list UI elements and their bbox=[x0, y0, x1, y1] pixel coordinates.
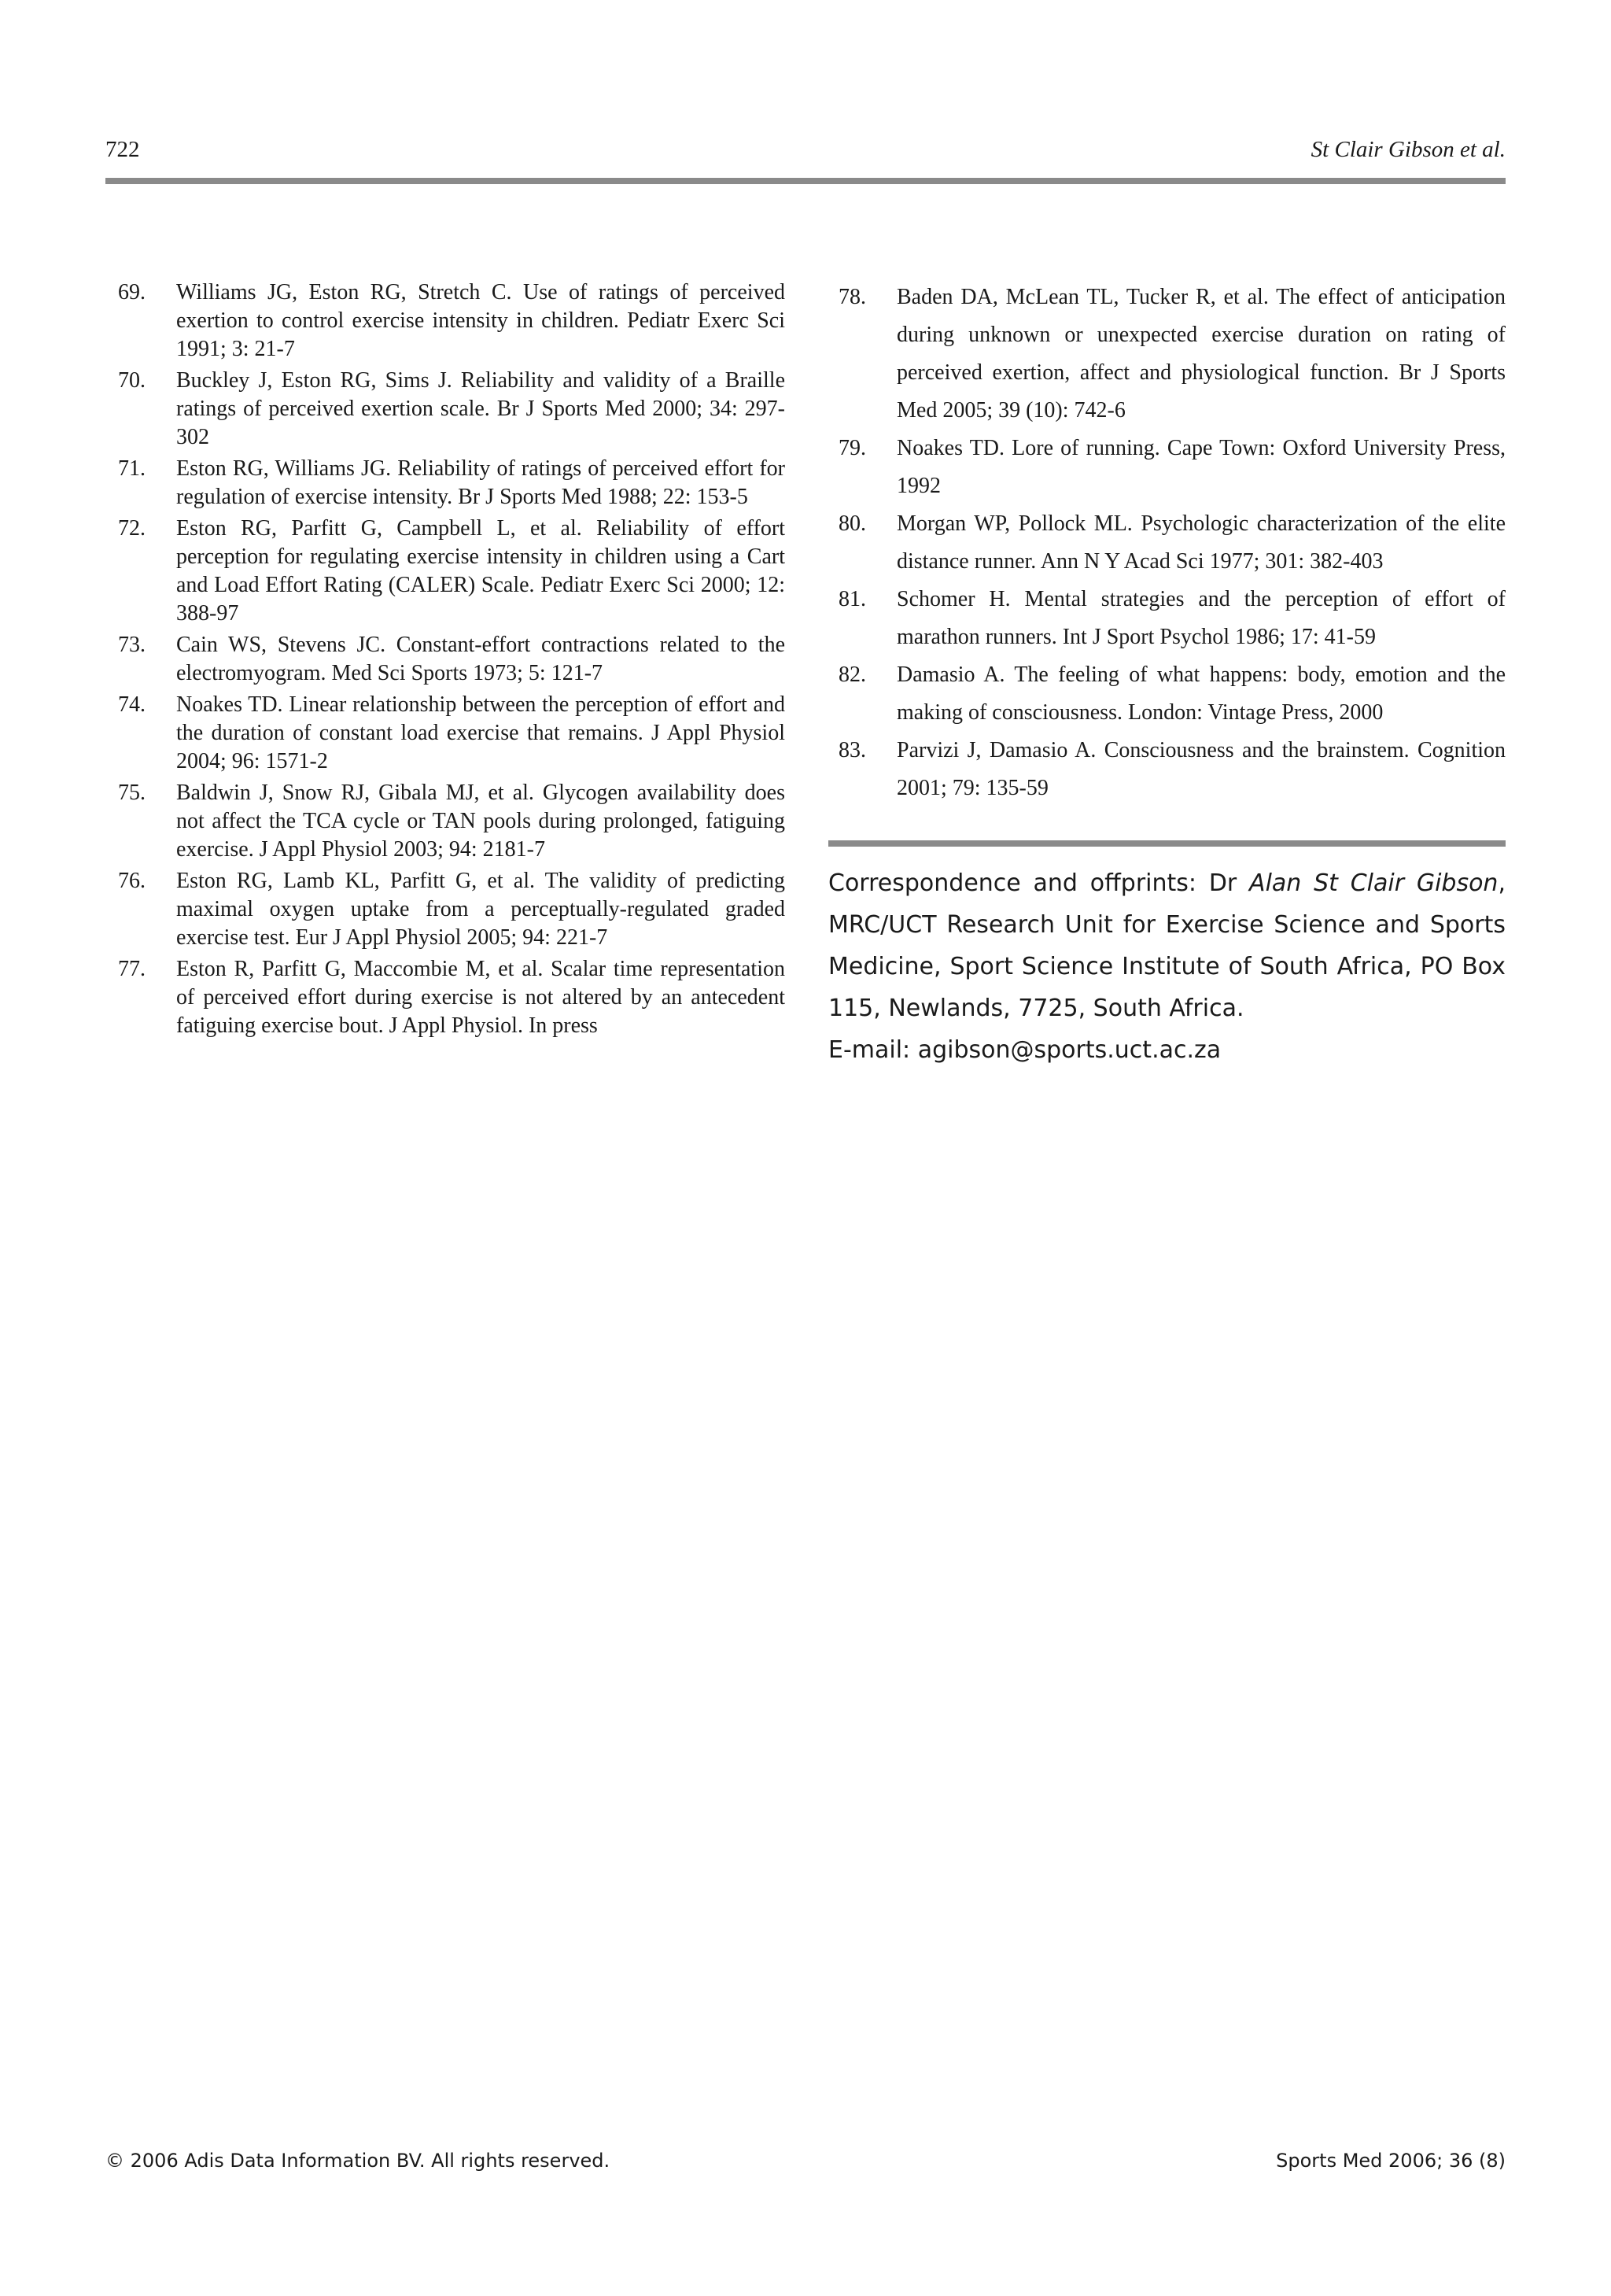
reference-number: 75. bbox=[118, 781, 146, 805]
reference-number: 77. bbox=[118, 957, 146, 981]
reference-item bbox=[839, 732, 1506, 807]
correspondence-block bbox=[828, 862, 1506, 1029]
footer-copyright: © 2006 Adis Data Information BV. All rights reserved. bbox=[105, 2150, 610, 2172]
reference-item bbox=[118, 455, 785, 511]
reference-number: 76. bbox=[118, 869, 146, 893]
reference-number: 74. bbox=[118, 692, 146, 717]
reference-text: Cain WS, Stevens JC. Constant-effort contractions related to the electromyogram. Med Sci Sports 1973; 5: 121-7 bbox=[176, 633, 785, 685]
reference-text: Buckley J, Eston RG, Sims J. Reliability and validity of a Braille ratings of perceived exertion scale. Br J Sports Med 2000; 34: 297-302 bbox=[176, 368, 785, 449]
reference-number: 78. bbox=[839, 285, 866, 309]
reference-item bbox=[118, 955, 785, 1040]
page-number: 722 bbox=[105, 137, 140, 162]
reference-item bbox=[118, 515, 785, 628]
reference-text: Noakes TD. Lore of running. Cape Town: Oxford University Press, 1992 bbox=[897, 436, 1506, 498]
correspondence-rule bbox=[828, 840, 1506, 847]
reference-number: 73. bbox=[118, 633, 146, 657]
reference-list-right bbox=[839, 279, 1506, 807]
reference-text: Eston RG, Parfitt G, Campbell L, et al. Reliability of effort perception for regulating exercise intensity in children using a Cart and Load Effort Rating (CALER) Scale. Pediatr Exerc Sci 2000; 12: 388-97 bbox=[176, 516, 785, 626]
header-rule bbox=[105, 178, 1506, 184]
reference-number: 80. bbox=[839, 511, 866, 536]
reference-text: Baden DA, McLean TL, Tucker R, et al. The effect of anticipation during unknown or unexpected exercise duration on rating of perceived exertion, affect and physiological function. Br J Sports Med 2005; 39 (10): 742-6 bbox=[897, 285, 1506, 423]
reference-text: Eston RG, Williams JG. Reliability of ratings of perceived effort for regulation of exercise intensity. Br J Sports Med 1988; 22: 153-5 bbox=[176, 456, 785, 509]
reference-text: Eston RG, Lamb KL, Parfitt G, et al. The validity of predicting maximal oxygen uptake from a perceptually-regulated graded exercise test. Eur J Appl Physiol 2005; 94: 221-7 bbox=[176, 869, 785, 950]
reference-item bbox=[118, 779, 785, 864]
reference-text: Parvizi J, Damasio A. Consciousness and the brainstem. Cognition 2001; 79: 135-59 bbox=[897, 738, 1506, 800]
running-head: St Clair Gibson et al. bbox=[1311, 137, 1506, 162]
reference-list-left bbox=[118, 279, 785, 1043]
correspondence-author: Alan St Clair Gibson bbox=[1249, 869, 1499, 897]
reference-text: Baldwin J, Snow RJ, Gibala MJ, et al. Glycogen availability does not affect the TCA cycle or TAN pools during prolonged, fatiguing exercise. J Appl Physiol 2003; 94: 2181-7 bbox=[176, 781, 785, 862]
reference-number: 69. bbox=[118, 280, 146, 305]
reference-number: 70. bbox=[118, 368, 146, 393]
reference-text: Schomer H. Mental strategies and the perception of effort of marathon runners. Int J Sport Psychol 1986; 17: 41-59 bbox=[897, 587, 1506, 649]
reference-item bbox=[118, 631, 785, 688]
reference-number: 79. bbox=[839, 436, 866, 460]
reference-item bbox=[118, 691, 785, 776]
correspondence-email[interactable]: E-mail: agibson@sports.uct.ac.za bbox=[828, 1036, 1222, 1064]
reference-number: 81. bbox=[839, 587, 866, 611]
reference-number: 83. bbox=[839, 738, 866, 762]
footer-citation: Sports Med 2006; 36 (8) bbox=[1276, 2150, 1506, 2172]
reference-item bbox=[118, 867, 785, 952]
reference-item bbox=[839, 279, 1506, 430]
reference-number: 82. bbox=[839, 663, 866, 687]
reference-item bbox=[839, 581, 1506, 656]
reference-text: Damasio A. The feeling of what happens: body, emotion and the making of consciousness. London: Vintage Press, 2000 bbox=[897, 663, 1506, 725]
reference-number: 72. bbox=[118, 516, 146, 541]
reference-item bbox=[839, 656, 1506, 732]
reference-item bbox=[118, 367, 785, 452]
reference-item bbox=[839, 430, 1506, 505]
correspondence-prefix: Correspondence and offprints: Dr bbox=[828, 869, 1250, 897]
reference-item bbox=[118, 279, 785, 364]
reference-number: 71. bbox=[118, 456, 146, 481]
correspondence-address: , MRC/UCT Research Unit for Exercise Science and Sports Medicine, Sport Science Institute of South Africa, PO Box 115, Newlands, 7725, South Africa. bbox=[828, 869, 1506, 1022]
reference-item bbox=[839, 505, 1506, 581]
reference-text: Eston R, Parfitt G, Maccombie M, et al. Scalar time representation of perceived effort during exercise is not altered by an antecedent fatiguing exercise bout. J Appl Physiol. In press bbox=[176, 957, 785, 1038]
reference-text: Williams JG, Eston RG, Stretch C. Use of ratings of perceived exertion to control exercise intensity in children. Pediatr Exerc Sci 1991; 3: 21-7 bbox=[176, 280, 785, 361]
reference-text: Morgan WP, Pollock ML. Psychologic characterization of the elite distance runner. Ann N Y Acad Sci 1977; 301: 382-403 bbox=[897, 511, 1506, 574]
reference-text: Noakes TD. Linear relationship between the perception of effort and the duration of constant load exercise that remains. J Appl Physiol 2004; 96: 1571-2 bbox=[176, 692, 785, 773]
